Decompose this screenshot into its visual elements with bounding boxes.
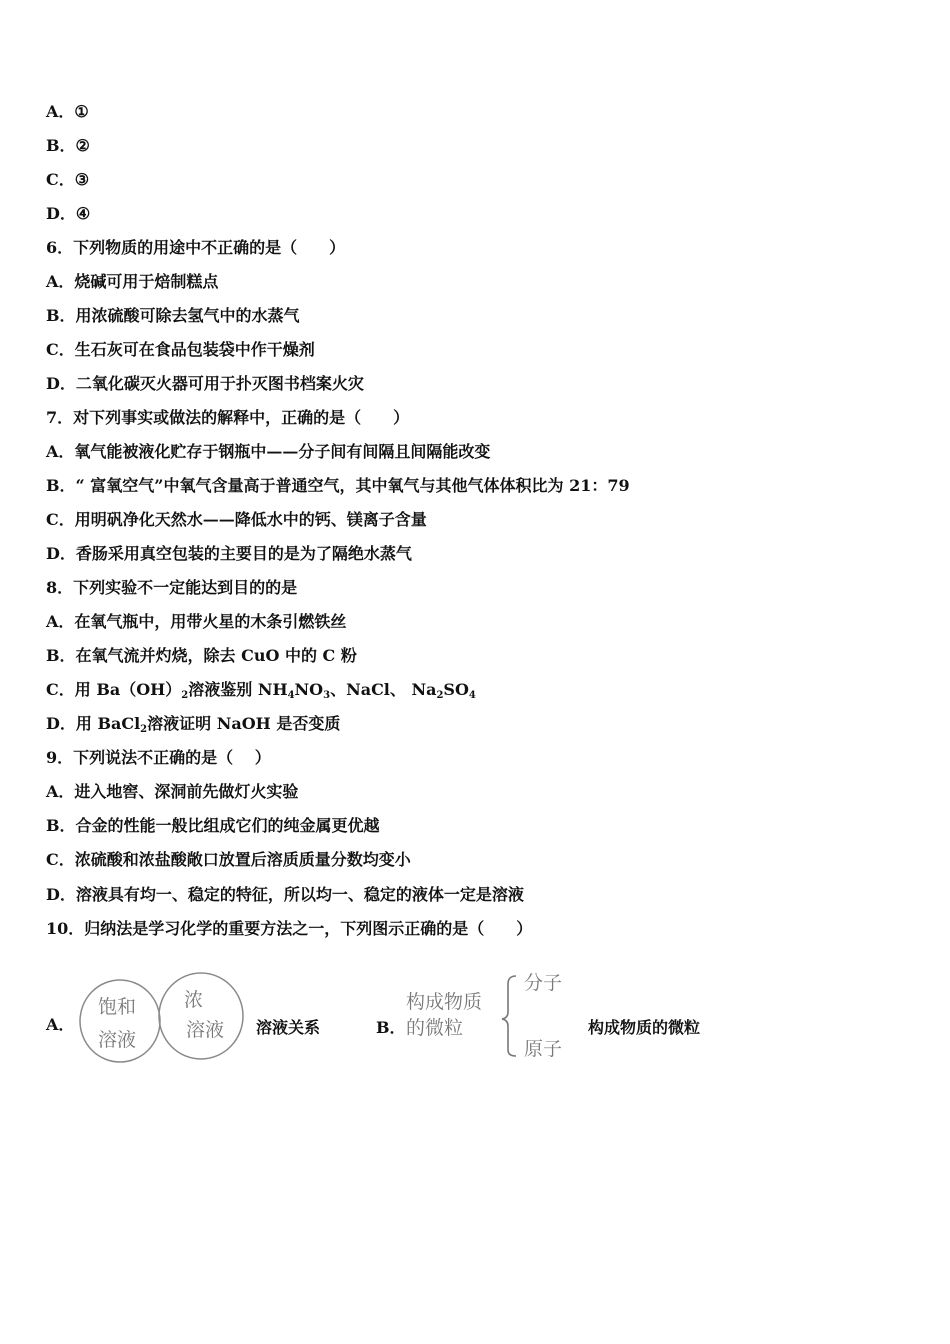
subscript: 2 [436, 690, 444, 701]
option-label: A． [46, 612, 75, 631]
q9-option-d [46, 885, 524, 905]
formula-part: 溶液鉴别 NH [188, 680, 288, 699]
option-label: C． [46, 850, 75, 869]
option-label: A． [46, 442, 75, 461]
q8-option-c [46, 680, 476, 706]
option-text: 溶液具有均一、稳定的特征，所以均一、稳定的液体一定是溶液 [75, 885, 524, 904]
option-text: 二氧化碳灭火器可用于扑灭图书档案火灾 [75, 374, 364, 393]
option-text: 香肠采用真空包装的主要目的是为了隔绝水蒸气 [75, 544, 412, 563]
formula-part: 、NaCl、 Na [330, 680, 437, 699]
option-text: 进入地窖、深洞前先做灯火实验 [74, 782, 299, 801]
option-label: B． [46, 306, 76, 325]
venn-right-line1: 浓 [184, 989, 204, 1011]
option-text: 用浓硫酸可除去氢气中的水蒸气 [75, 306, 300, 325]
option-label: A． [46, 782, 75, 801]
q9-stem: 9．下列说法不正确的是（ ） [46, 748, 271, 767]
q7-stem: 7．对下列事实或做法的解释中，正确的是（ ） [46, 408, 410, 427]
formula-part: NO [294, 680, 324, 699]
option-c-prev [46, 170, 89, 190]
option-label: C． [46, 510, 75, 529]
subscript: 3 [323, 690, 331, 701]
option-label: B． [46, 476, 76, 495]
subscript: 2 [181, 690, 189, 701]
q6-option-c [46, 340, 315, 360]
q9-option-c [46, 850, 411, 870]
option-text: 用明矾净化天然水——降低水中的钙、镁离子含量 [74, 510, 427, 529]
option-text: 合金的性能一般比组成它们的纯金属更优越 [75, 816, 380, 835]
q9-option-a [46, 782, 298, 802]
q10-option-a-label: A． [46, 1015, 75, 1034]
venn-right-line2: 溶液 [186, 1019, 225, 1041]
formula-part: 用 BaCl [75, 714, 141, 733]
subscript: 4 [468, 690, 476, 701]
bracket-branch-molecule: 分子 [524, 972, 563, 994]
q8-option-a [46, 612, 346, 632]
option-label: C． [46, 170, 75, 189]
bracket-root-line1: 构成物质 [406, 991, 483, 1013]
option-text: 在氧气瓶中，用带火星的木条引燃铁丝 [74, 612, 347, 631]
option-label: B． [46, 646, 76, 665]
option-a-prev [46, 102, 89, 122]
option-text: 烧碱可用于焙制糕点 [74, 272, 219, 291]
q6-stem: 6．下列物质的用途中不正确的是（ ） [46, 238, 346, 257]
option-text: ③ [74, 170, 90, 189]
q6-option-a [46, 272, 218, 292]
q10-option-a-caption: 溶液关系 [256, 1018, 321, 1037]
option-label: B． [46, 136, 76, 155]
option-text: 氧气能被液化贮存于钢瓶中——分子间有间隔且间隔能改变 [74, 442, 491, 461]
q10-stem: 10．归纳法是学习化学的重要方法之一，下列图示正确的是（ ） [46, 919, 533, 938]
formula-part: SO [443, 680, 469, 699]
option-label: A． [46, 272, 75, 291]
option-text: 浓硫酸和浓盐酸敞口放置后溶质质量分数均变小 [74, 850, 411, 869]
q7-option-d [46, 544, 412, 564]
q6-option-b [46, 306, 300, 326]
option-d-prev [46, 204, 90, 224]
option-text: 在氧气流并灼烧，除去 CuO 中的 C 粉 [75, 646, 357, 665]
option-label: B． [46, 816, 76, 835]
option-label: D． [46, 714, 76, 733]
particle-bracket-diagram [404, 964, 584, 1064]
option-b-prev [46, 136, 90, 156]
option-label: C． [46, 680, 75, 699]
q6-option-d [46, 374, 364, 394]
option-label: D． [46, 204, 76, 223]
q10-option-b-caption: 构成物质的微粒 [588, 1018, 701, 1037]
option-label: C． [46, 340, 75, 359]
bracket-branch-atom: 原子 [524, 1038, 563, 1060]
option-label: D． [46, 544, 76, 563]
option-text: ④ [75, 204, 91, 223]
q7-option-a [46, 442, 490, 462]
option-label: D． [46, 885, 76, 904]
q10-option-b-label: B． [376, 1018, 406, 1037]
option-text: ② [75, 136, 90, 155]
option-label: A． [46, 102, 75, 121]
venn-left-line2: 溶液 [98, 1029, 137, 1051]
concentrated-solution-circle [159, 973, 243, 1059]
bracket-root-line2: 的微粒 [406, 1017, 464, 1039]
q9-option-b [46, 816, 380, 836]
option-text: 生石灰可在食品包装袋中作干燥剂 [74, 340, 315, 359]
option-label: D． [46, 374, 76, 393]
venn-diagram [78, 966, 246, 1066]
formula-part: 用 Ba（OH） [74, 680, 182, 699]
bracket-shape [502, 976, 516, 1056]
venn-left-line1: 饱和 [98, 996, 137, 1018]
q7-option-c [46, 510, 427, 530]
option-text: ① [74, 102, 89, 121]
subscript: 2 [140, 724, 148, 735]
q7-option-b [46, 476, 630, 496]
q8-stem: 8．下列实验不一定能达到目的的是 [46, 578, 298, 597]
option-text: “ 富氧空气”中氧气含量高于普通空气，其中氧气与其他气体体积比为 21：79 [75, 476, 630, 495]
formula-part: 溶液证明 NaOH 是否变质 [147, 714, 341, 733]
q8-option-b [46, 646, 357, 666]
subscript: 4 [287, 690, 295, 701]
q8-option-d [46, 714, 340, 740]
